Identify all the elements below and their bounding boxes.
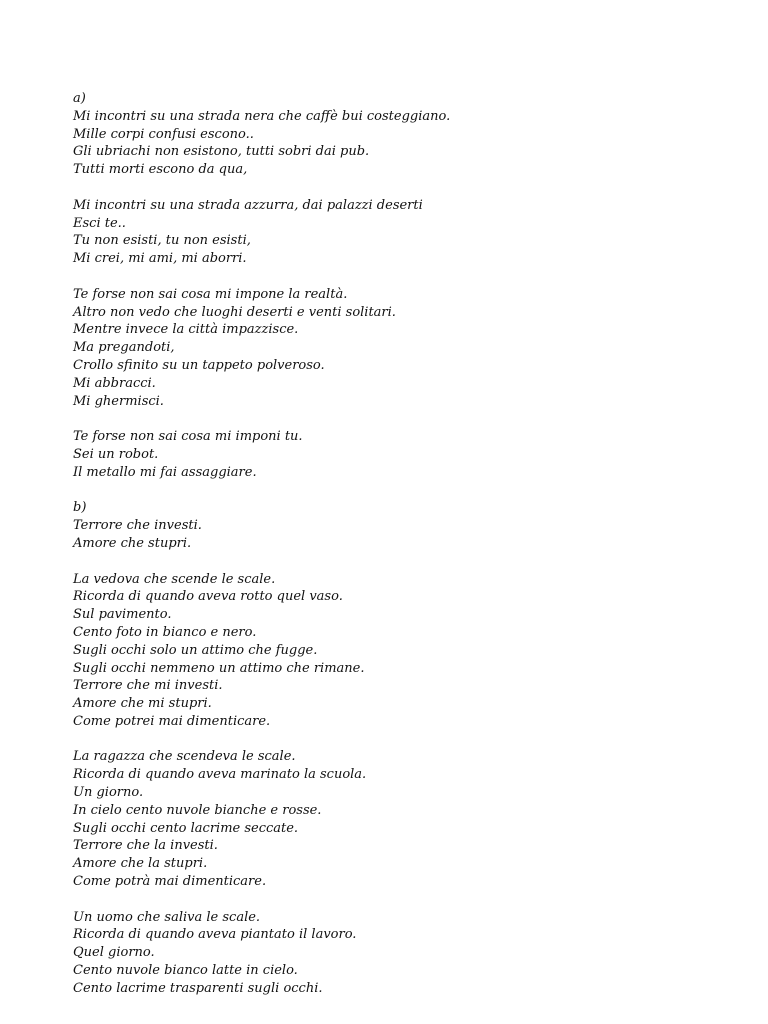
poem-line: Altro non vedo che luoghi deserti e venti solitari. — [73, 304, 396, 320]
poem-line: Mi incontri su una strada azzurra, dai palazzi deserti — [73, 197, 423, 213]
section-label-a: a) — [73, 91, 86, 106]
poem-line: Tu non esisti, tu non esisti, — [73, 233, 251, 249]
poem-line: Come potrà mai dimenticare. — [73, 874, 267, 890]
poem-line: Te forse non sai cosa mi imponi tu. — [73, 429, 303, 445]
stanza-a-4 — [73, 428, 733, 481]
stanza-a-2 — [73, 197, 733, 268]
poem-line: Sul pavimento. — [73, 607, 172, 623]
poem-line: Mi incontri su una strada nera che caffè bui costeggiano. — [73, 108, 451, 124]
poem-line: Il metallo mi fai assaggiare. — [73, 464, 257, 480]
poem-line: Un uomo che saliva le scale. — [73, 909, 261, 925]
poem-line: Ricorda di quando aveva piantato il lavoro. — [73, 927, 357, 943]
poem-line: Mentre invece la città impazzisce. — [73, 322, 299, 338]
stanza-b-1 — [73, 499, 733, 552]
stanza-a-1 — [73, 90, 733, 179]
poem-line: Mi crei, mi ami, mi aborri. — [73, 251, 247, 267]
poem-line: Esci te.. — [73, 215, 126, 231]
poem-line: Sei un robot. — [73, 446, 159, 462]
poem-line: Te forse non sai cosa mi impone la realtà. — [73, 286, 348, 302]
poem-line: Tutti morti escono da qua, — [73, 162, 248, 178]
poem-line: Come potrei mai dimenticare. — [73, 713, 271, 729]
poem-line: Sugli occhi nemmeno un attimo che rimane. — [73, 660, 365, 676]
poem-page — [73, 90, 733, 1015]
section-label-b: b) — [73, 500, 87, 516]
poem-line: La vedova che scende le scale. — [73, 571, 276, 587]
poem-line: Ricorda di quando aveva marinato la scuola. — [73, 767, 367, 783]
poem-line: Terrore che investi. — [73, 518, 202, 534]
stanza-b-3 — [73, 748, 733, 890]
poem-line: Amore che la stupri. — [73, 856, 208, 872]
poem-line: Terrore che mi investi. — [73, 678, 223, 694]
stanza-b-4 — [73, 909, 733, 998]
poem-line: Mille corpi confusi escono.. — [73, 126, 254, 142]
poem-line: Sugli occhi solo un attimo che fugge. — [73, 642, 318, 658]
poem-line: Terrore che la investi. — [73, 838, 218, 854]
poem-line: Quel giorno. — [73, 945, 155, 961]
poem-line: Amore che mi stupri. — [73, 696, 212, 712]
poem-line: Amore che stupri. — [73, 535, 192, 551]
poem-line: La ragazza che scendeva le scale. — [73, 749, 296, 765]
poem-line: Cento lacrime trasparenti sugli occhi. — [73, 980, 323, 996]
poem-line: Cento foto in bianco e nero. — [73, 624, 257, 640]
stanza-a-3 — [73, 286, 733, 411]
poem-line: In cielo cento nuvole bianche e rosse. — [73, 802, 322, 818]
stanza-b-2 — [73, 571, 733, 731]
poem-line: Ricorda di quando aveva rotto quel vaso. — [73, 589, 343, 605]
poem-line: Mi abbracci. — [73, 375, 156, 391]
poem-line: Sugli occhi cento lacrime seccate. — [73, 820, 299, 836]
poem-line: Cento nuvole bianco latte in cielo. — [73, 963, 298, 979]
poem-line: Un giorno. — [73, 785, 144, 801]
poem-line: Crollo sfinito su un tappeto polveroso. — [73, 357, 325, 373]
poem-line: Mi ghermisci. — [73, 393, 164, 409]
poem-line: Gli ubriachi non esistono, tutti sobri dai pub. — [73, 144, 370, 160]
poem-line: Ma pregandoti, — [73, 340, 175, 356]
